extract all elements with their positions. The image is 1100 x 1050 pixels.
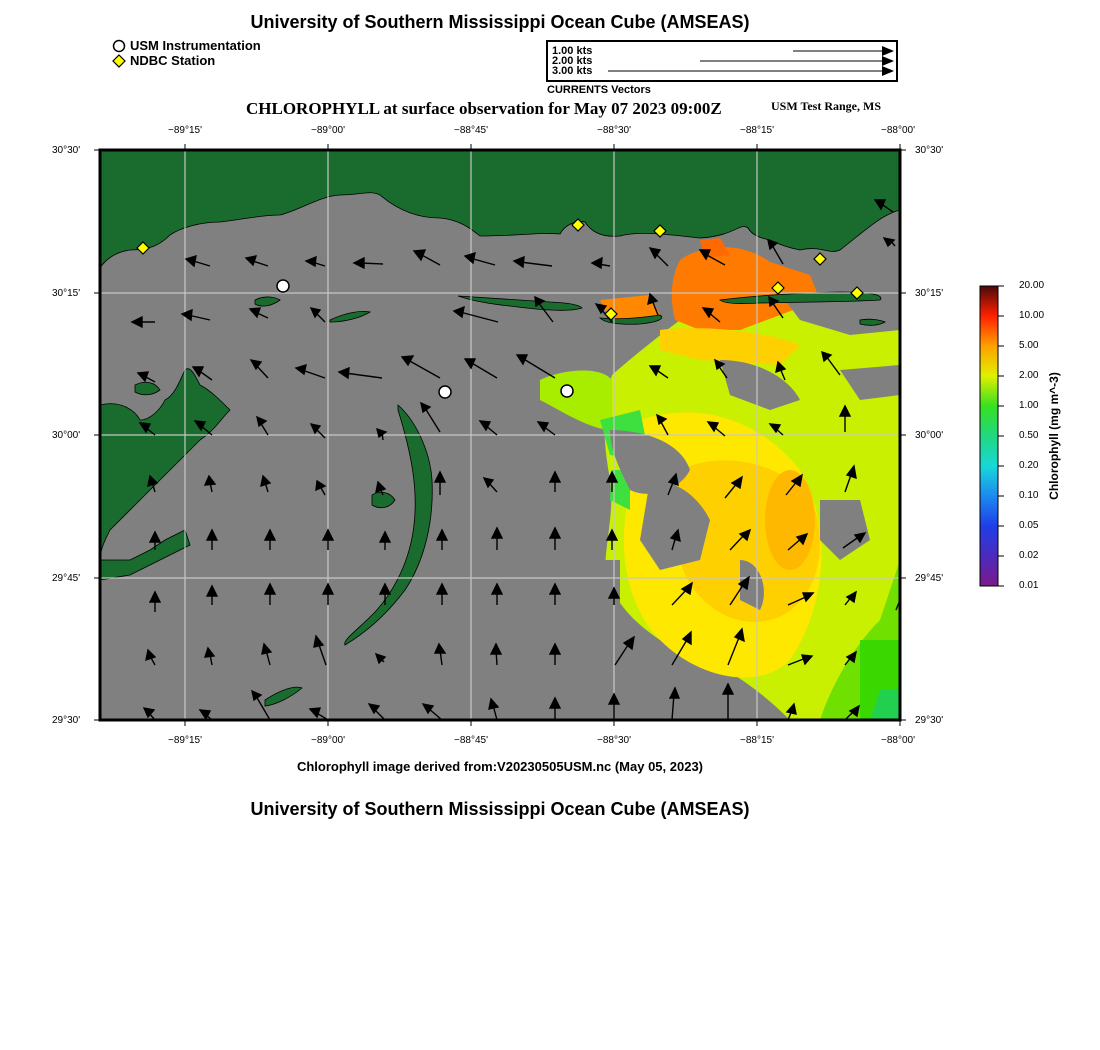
lat-tick-right: 29°30' xyxy=(915,715,944,726)
lat-tick-right: 30°30' xyxy=(915,145,944,156)
colorbar-label: 0.05 xyxy=(1019,520,1039,531)
lat-tick-left: 30°00' xyxy=(52,430,81,441)
vector-legend-entry: 3.00 kts xyxy=(552,65,593,77)
colorbar-label: 0.20 xyxy=(1019,460,1039,471)
lat-tick-left: 30°15' xyxy=(52,288,81,299)
footer-title: University of Southern Mississippi Ocean Cube (AMSEAS) xyxy=(250,799,750,819)
vector-legend-entry: 2.00 kts xyxy=(552,55,593,67)
lat-tick-left: 29°30' xyxy=(52,715,81,726)
usm-legend-label: USM Instrumentation xyxy=(130,38,261,53)
lon-tick-top: −89°00' xyxy=(311,125,345,136)
lon-tick-top: −88°15' xyxy=(740,125,774,136)
lon-tick-bottom: −88°30' xyxy=(597,735,631,746)
lon-tick-top: −88°30' xyxy=(597,125,631,136)
lon-tick-bottom: −89°15' xyxy=(168,735,202,746)
vector-legend-entry: 1.00 kts xyxy=(552,45,593,57)
range-label: USM Test Range, MS xyxy=(771,99,882,113)
lon-tick-bottom: −89°00' xyxy=(311,735,345,746)
colorbar-title: Chlorophyll (mg m^-3) xyxy=(1047,372,1061,500)
map-subtitle: CHLOROPHYLL at surface observation for May 07 2023 09:00Z xyxy=(246,99,722,118)
lon-tick-bottom: −88°00' xyxy=(881,735,915,746)
lon-tick-bottom: −88°15' xyxy=(740,735,774,746)
colorbar-label: 20.00 xyxy=(1019,280,1045,291)
colorbar-label: 0.10 xyxy=(1019,490,1039,501)
lon-tick-top: −88°45' xyxy=(454,125,488,136)
usm-station-marker[interactable] xyxy=(277,280,289,292)
usm-station-marker[interactable] xyxy=(561,385,573,397)
colorbar-label: 5.00 xyxy=(1019,340,1039,351)
colorbar-label: 10.00 xyxy=(1019,310,1045,321)
colorbar xyxy=(980,286,1004,586)
colorbar-label: 0.50 xyxy=(1019,430,1039,441)
lat-tick-left: 29°45' xyxy=(52,573,81,584)
colorbar-label: 2.00 xyxy=(1019,370,1039,381)
lat-tick-right: 30°00' xyxy=(915,430,944,441)
colorbar-label: 0.02 xyxy=(1019,550,1039,561)
lat-tick-left: 30°30' xyxy=(52,145,81,156)
data-source-note: Chlorophyll image derived from:V20230505USM.nc (May 05, 2023) xyxy=(296,759,704,774)
colorbar-label: 0.01 xyxy=(1019,580,1039,591)
colorbar-label: 1.00 xyxy=(1019,400,1039,411)
lon-tick-top: −88°00' xyxy=(881,125,915,136)
lon-tick-top: −89°15' xyxy=(168,125,202,136)
lon-tick-bottom: −88°45' xyxy=(454,735,488,746)
usm-station-marker[interactable] xyxy=(439,386,451,398)
ndbc-legend-label: NDBC Station xyxy=(130,53,216,68)
lat-tick-right: 30°15' xyxy=(915,288,944,299)
vector-legend-title: CURRENTS Vectors xyxy=(547,84,651,96)
lat-tick-right: 29°45' xyxy=(915,573,944,584)
main-title: University of Southern Mississippi Ocean Cube (AMSEAS) xyxy=(250,12,750,32)
